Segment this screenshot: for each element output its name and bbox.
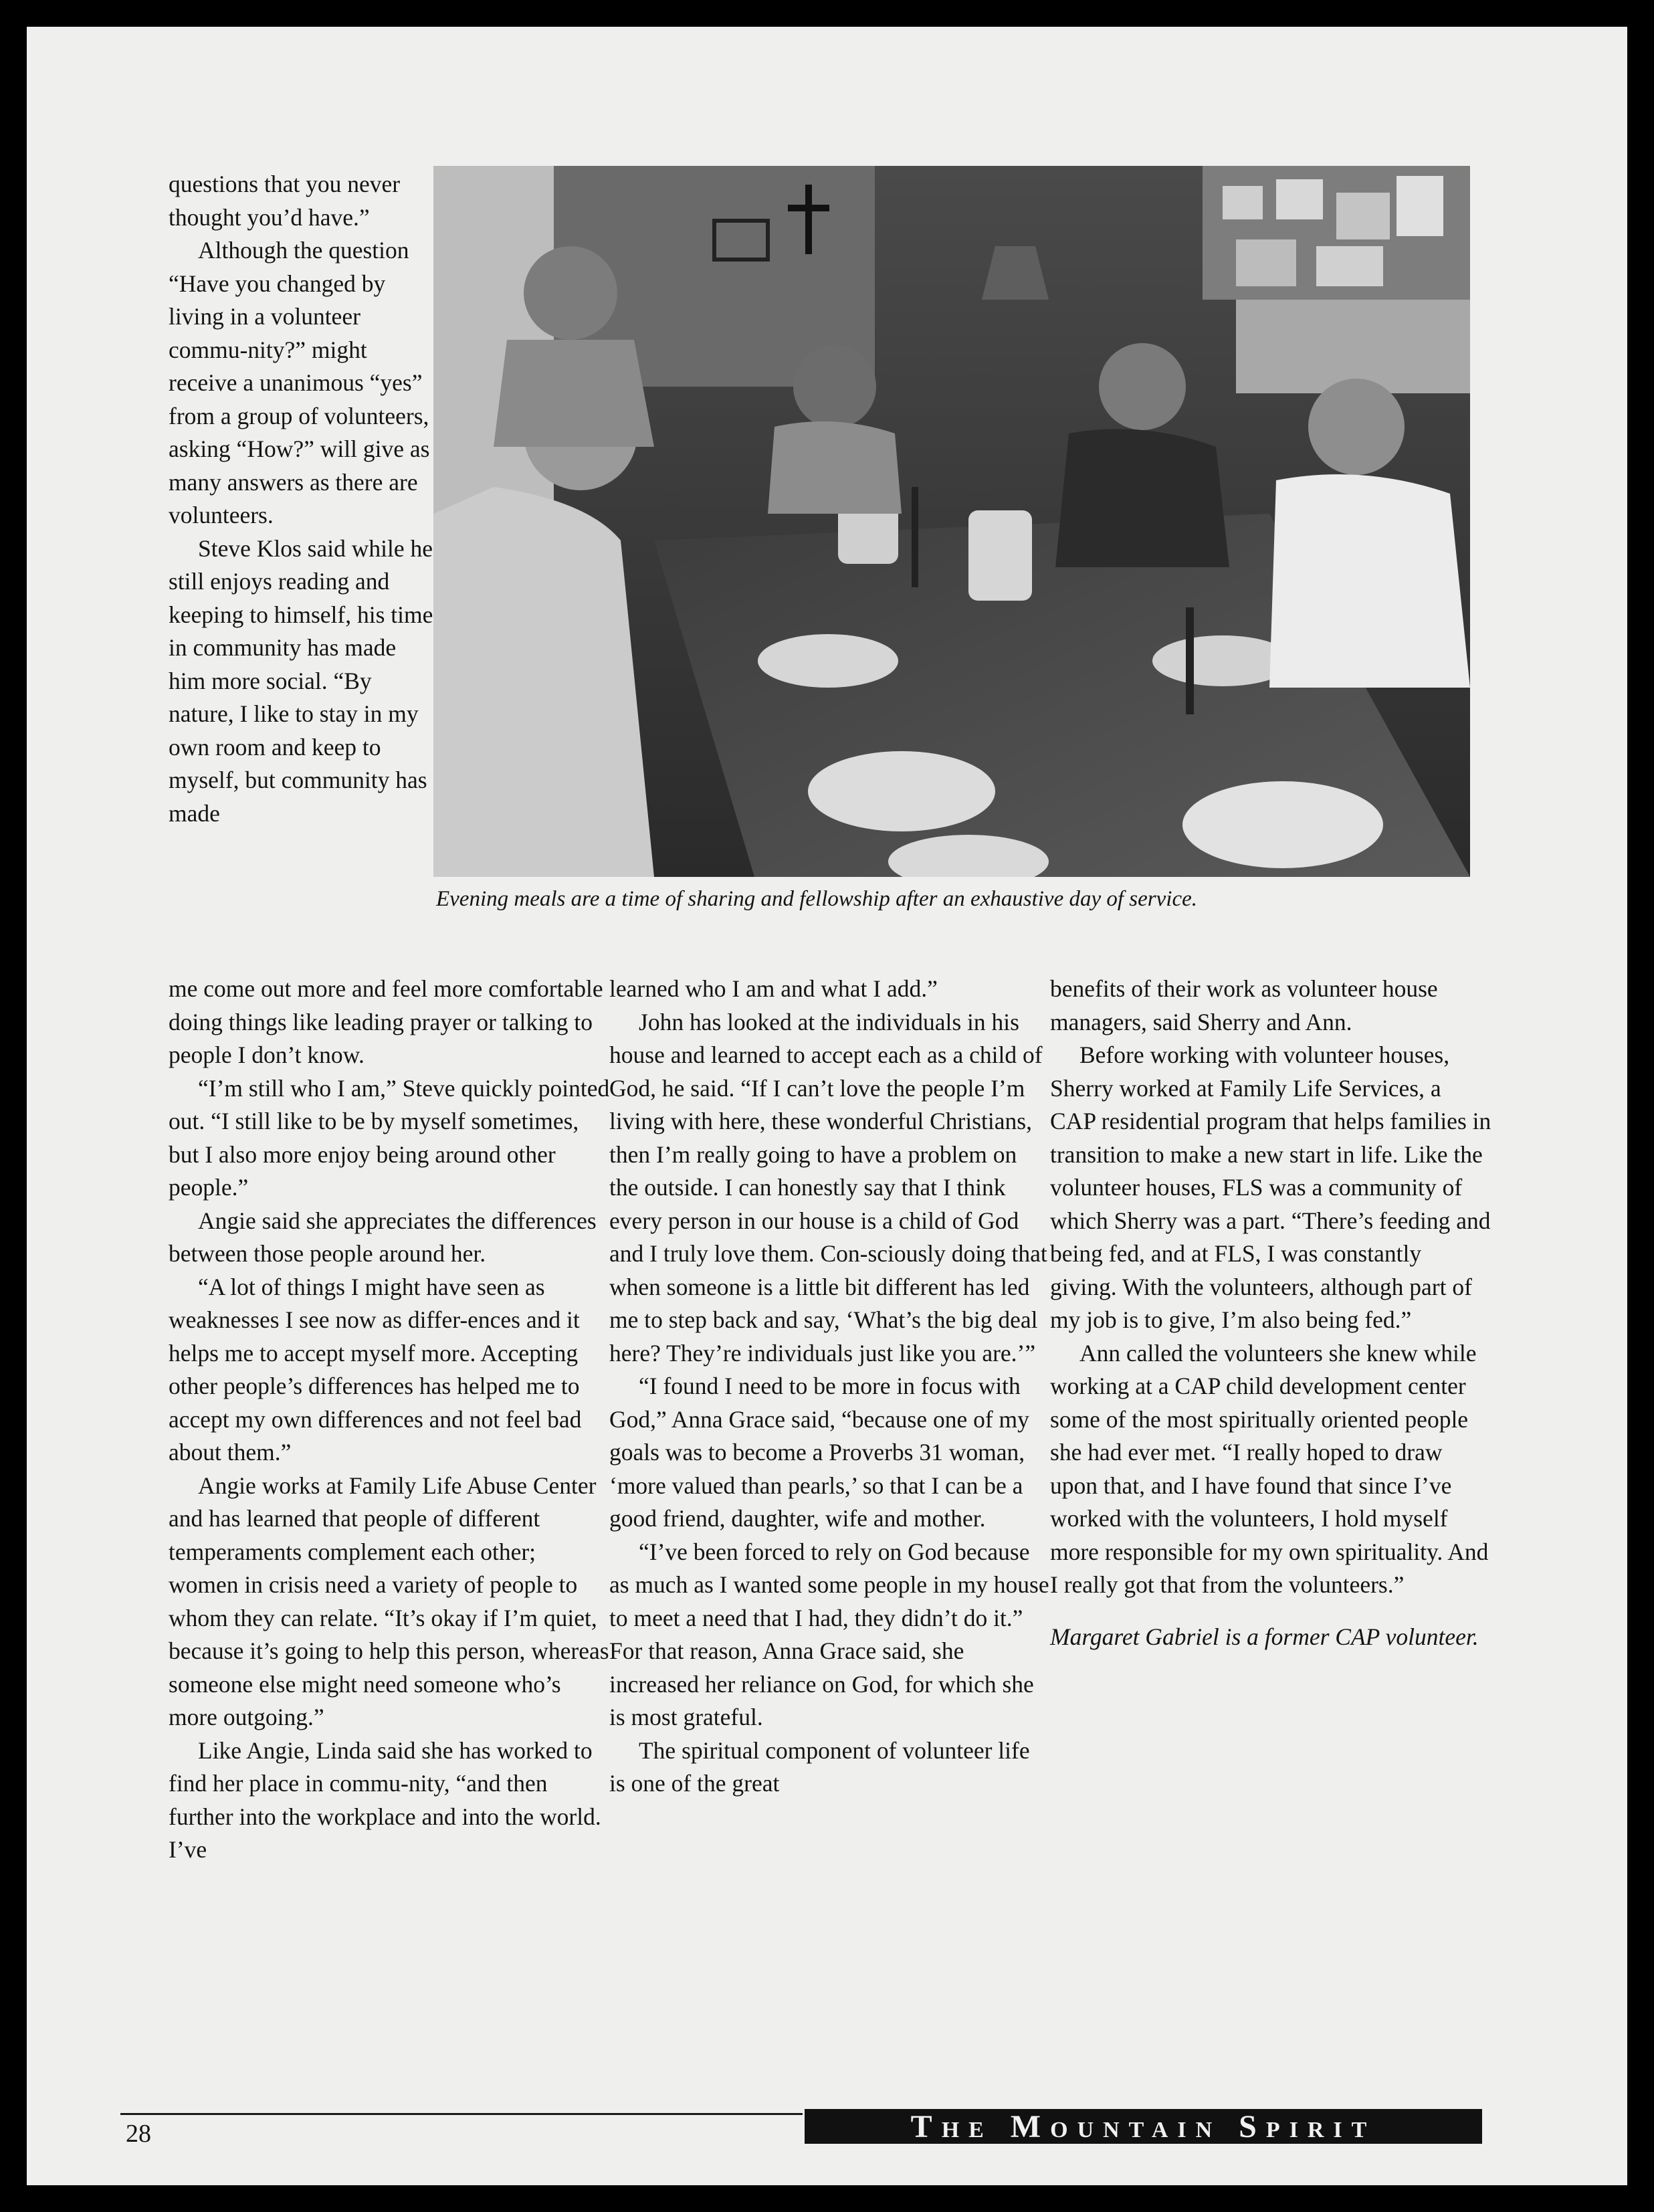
author-byline: Margaret Gabriel is a former CAP volunteer. <box>1050 1623 1479 1650</box>
photo-caption: Evening meals are a time of sharing and fellowship after an exhaustive day of service. <box>436 887 1197 911</box>
paragraph: Angie said she appreciates the differences between those people around her. <box>169 1207 597 1267</box>
column-2 <box>609 973 1051 1801</box>
paragraph: benefits of their work as volunteer house managers, said Sherry and Ann. <box>1050 975 1438 1035</box>
paragraph: me come out more and feel more comfortable doing things like leading prayer or talking to people I don’t know. <box>169 975 603 1068</box>
column-3 <box>1050 973 1491 1653</box>
column-1-bottom <box>169 973 610 1867</box>
paragraph: questions that you never thought you’d have.” <box>169 171 401 231</box>
paragraph: “A lot of things I might have seen as weaknesses I see now as differ-ences and it helps me to accept myself more. Accepting other people’s differences has helped me to accept my own differences and not feel bad about them.” <box>169 1273 582 1466</box>
page-number: 28 <box>126 2120 151 2148</box>
paragraph: “I found I need to be more in focus with God,” Anna Grace said, “because one of my goals was to become a Proverbs 31 woman, ‘more valued than pearls,’ so that I can be a good friend, daughter, wife and mother. <box>609 1373 1029 1532</box>
paragraph: “I’m still who I am,” Steve quickly pointed out. “I still like to be by myself sometimes, but I also more enjoy being around other people.” <box>169 1074 610 1201</box>
publication-masthead: The Mountain Spirit <box>805 2109 1482 2144</box>
paragraph: Like Angie, Linda said she has worked to find her place in commu-nity, “and then further into the workplace and into the world. I’ve <box>169 1736 601 1863</box>
magazine-page <box>27 27 1627 2185</box>
dinner-photo <box>433 166 1470 877</box>
paragraph: Although the question “Have you changed by living in a volunteer commu-nity?” might receive a unanimous “yes” from a group of volunteers, asking “How?” will give as many answers as there are volunteers. <box>169 237 430 528</box>
paragraph: Steve Klos said while he still enjoys reading and keeping to himself, his time in community has made him more social. “By nature, I like to stay in my own room and keep to myself, but community has made <box>169 534 433 827</box>
column-1-top <box>169 168 436 830</box>
paragraph: The spiritual component of volunteer life is one of the great <box>609 1736 1030 1797</box>
paragraph: learned who I am and what I add.” <box>609 975 938 1002</box>
footer-rule <box>120 2113 803 2115</box>
paragraph: Angie works at Family Life Abuse Center and has learned that people of different temperaments complement each other; women in crisis need a variety of people to whom they can relate. “It’s okay if I’m quiet, because it’s going to help this person, whereas someone else might need someone who’s more outgoing.” <box>169 1472 609 1730</box>
paragraph: Before working with volunteer houses, Sherry worked at Family Life Services, a CAP residential program that helps families in transition to make a new start in life. Like the volunteer houses, FLS was a community of which Sherry was a part. “There’s feeding and being fed, and at FLS, I was constantly giving. With the volunteers, although part of my job is to give, I’m also being fed.” <box>1050 1041 1491 1333</box>
paragraph: John has looked at the individuals in his house and learned to accept each as a child of God, he said. “If I can’t love the people I’m living with here, these wonderful Christians, then I’m really going to have a problem on the outside. I can honestly say that I think every person in our house is a child of God and I truly love them. Con-sciously doing that when someone is a little bit different has led me to step back and say, ‘What’s the big deal here? They’re individuals just like you are.’” <box>609 1008 1047 1367</box>
paragraph: Ann called the volunteers she knew while working at a CAP child development center some of the most spiritually oriented people she had ever met. “I really hoped to draw upon that, and I have found that since I’ve worked with the volunteers, I hold myself more responsible for my own spirituality. And I really got that from the volunteers.” <box>1050 1339 1489 1598</box>
paragraph: “I’ve been forced to rely on God because as much as I wanted some people in my house to meet a need that I had, they didn’t do it.” For that reason, Anna Grace said, she increased her reliance on God, for which she is most grateful. <box>609 1538 1049 1730</box>
